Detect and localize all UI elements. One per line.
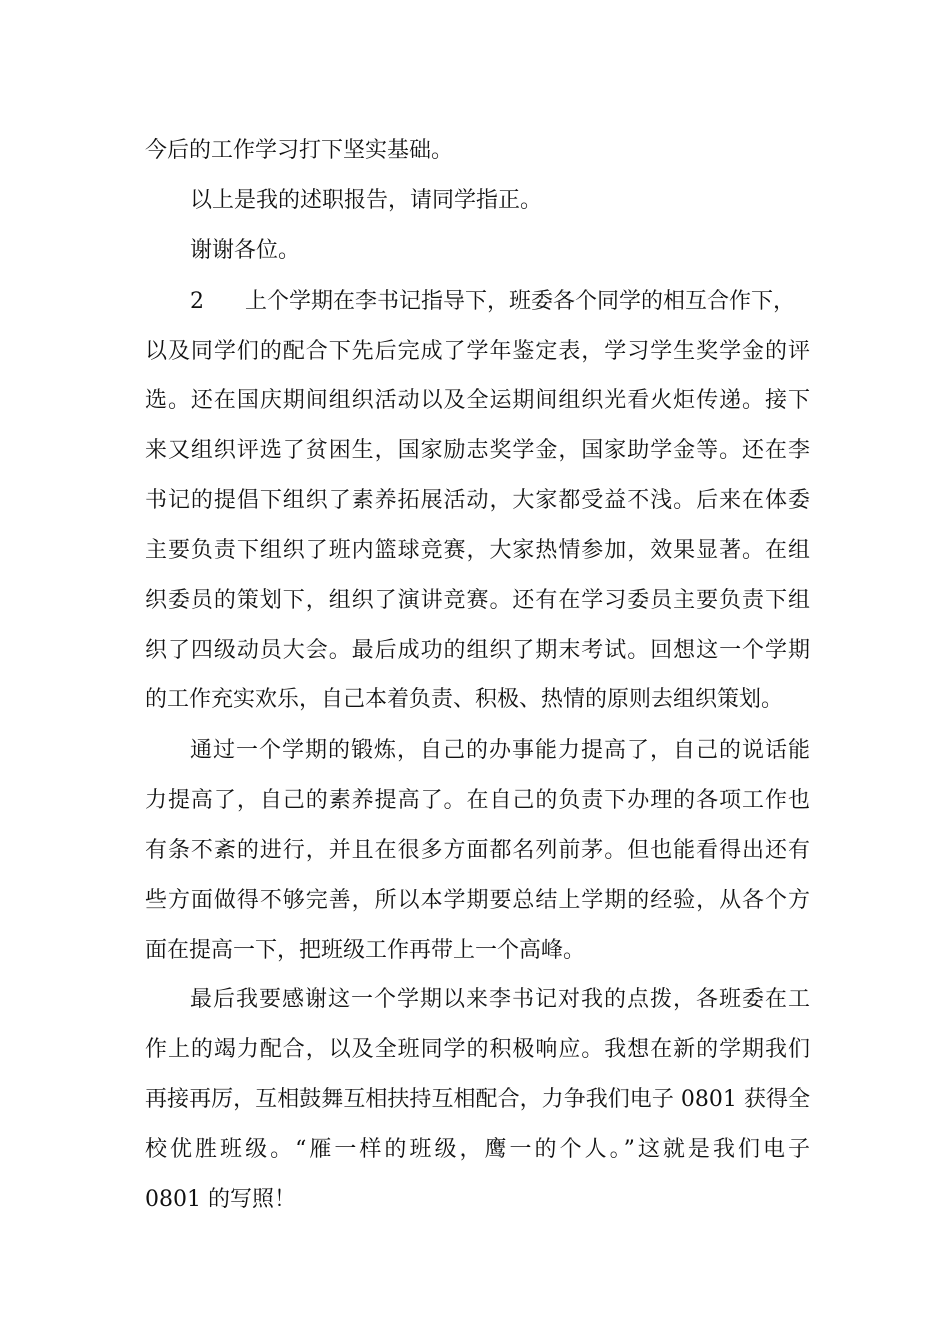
text-line: 来又组织评选了贫困生，国家励志奖学金，国家助学金等。还在李 (145, 438, 810, 463)
text-line: 织了四级动员大会。最后成功的组织了期末考试。回想这一个学期 (145, 638, 810, 663)
text-line: 书记的提倡下组织了素养拓展活动，大家都受益不浅。后来在体委 (145, 488, 810, 513)
text-line: 选。还在国庆期间组织活动以及全运期间组织光看火炬传递。接下 (145, 388, 810, 413)
text-line: 校优胜班级。“雁一样的班级，鹰一的个人。”这就是我们电子 (145, 1137, 810, 1162)
text-line: 以及同学们的配合下先后完成了学年鉴定表，学习学生奖学金的评 (145, 339, 810, 364)
text-line: 面在提高一下，把班级工作再带上一个高峰。 (145, 938, 586, 963)
text-line: 以上是我的述职报告，请同学指正。 (190, 188, 543, 213)
text-line: 通过一个学期的锻炼，自己的办事能力提高了，自己的说话能 (190, 738, 810, 763)
text-line: 再接再厉，互相鼓舞互相扶持互相配合，力争我们电子 0801 获得全 (145, 1087, 810, 1112)
text-line: 有条不紊的进行，并且在很多方面都名列前茅。但也能看得出还有 (145, 838, 810, 863)
text-line: 谢谢各位。 (190, 238, 301, 263)
text-line: 织委员的策划下，组织了演讲竞赛。还有在学习委员主要负责下组 (145, 588, 810, 613)
text-line: 上个学期在李书记指导下，班委各个同学的相互合作下， (245, 289, 796, 314)
section-number: 2 (190, 289, 204, 314)
text-line: 最后我要感谢这一个学期以来李书记对我的点拨，各班委在工 (190, 987, 810, 1012)
text-line: 主要负责下组织了班内篮球竞赛，大家热情参加，效果显著。在组 (145, 538, 810, 563)
text-line: 的工作充实欢乐，自己本着负责、积极、热情的原则去组织策划。 (145, 687, 784, 712)
text-line: 作上的竭力配合，以及全班同学的积极响应。我想在新的学期我们 (145, 1037, 810, 1062)
text-line: 些方面做得不够完善，所以本学期要总结上学期的经验，从各个方 (145, 888, 810, 913)
paragraph-2-first-line (190, 287, 810, 317)
text-line: 力提高了，自己的素养提高了。在自己的负责下办理的各项工作也 (145, 788, 810, 813)
text-line: 0801 的写照！ (145, 1187, 296, 1212)
text-line: 今后的工作学习打下坚实基础。 (145, 138, 454, 163)
